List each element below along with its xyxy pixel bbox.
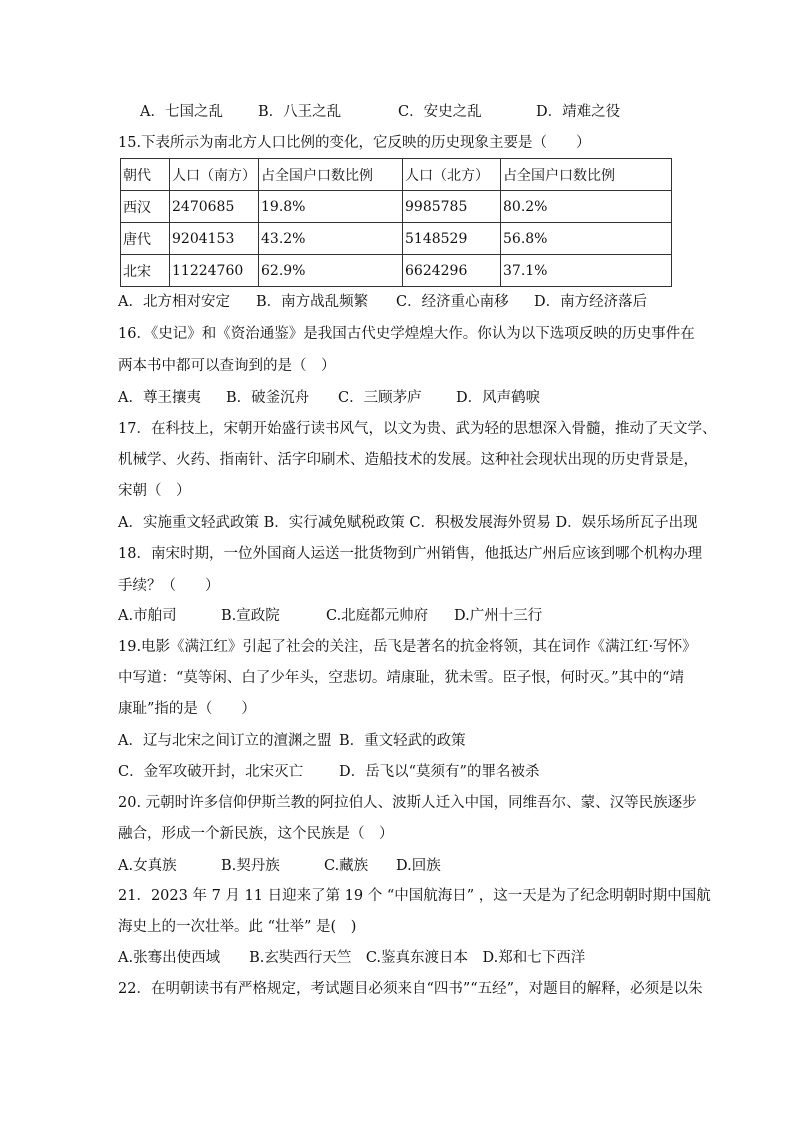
q19-stem-line: 康耻”指的是（ ） [118, 701, 256, 717]
table-cell: 37.1% [501, 255, 672, 287]
q14-options [140, 103, 620, 121]
q19-options-row1 [118, 732, 466, 750]
q18-stem-line: 18．南宋时期，一位外国商人运送一批货物到广州销售，他抵达广州后应该到哪个机构办理 [118, 546, 702, 562]
q20-option-b: B.契丹族 [221, 858, 280, 874]
table-cell: 6624296 [403, 255, 501, 287]
population-table [120, 158, 672, 287]
q16-option-d: D．风声鹤唳 [456, 390, 541, 406]
q21-stem-line: 21．2023 年 7 月 11 日迎来了第 19 个 “中国航海日” ，这一天是为了纪念明朝时期中国航 [118, 888, 711, 904]
q20-stem-line: 融合，形成一个新民族，这个民族是（ ） [118, 826, 394, 842]
q21-options: A.张骞出使西域 B.玄奘西行天竺 C.鉴真东渡日本 D.郑和七下西洋 [118, 950, 586, 966]
table-header-row [121, 159, 672, 191]
table-cell: 5148529 [403, 223, 501, 255]
q14-option-b: B．八王之乱 [258, 104, 342, 120]
q17-options: A．实施重文轻武政策 B．实行减免赋税政策 C．积极发展海外贸易 D．娱乐场所瓦子出现 [118, 515, 698, 531]
q18-stem-line: 手续？（ ） [118, 578, 220, 594]
table-cell: 43.2% [259, 223, 403, 255]
q17-stem-line: 机械学、火药、指南针、活字印刷术、造船技术的发展。这种社会现状出现的历史背景是， [118, 452, 698, 468]
q17-stem-line: 17．在科技上，宋朝开始盛行读书风气，以文为贵、武为轻的思想深入骨髓，推动了天文学、 [118, 421, 717, 437]
q15-option-b: B．南方战乱频繁 [256, 294, 369, 310]
q16-stem-line: 16．《史记》和《资治通鉴》是我国古代史学煌煌大作。你认为以下选项反映的历史事件在 [118, 326, 695, 342]
q18-option-d: D.广州十三行 [454, 608, 543, 624]
table-header-cell: 占全国户口数比例 [501, 159, 672, 191]
q15-stem: 15.下表所示为南北方人口比例的变化，它反映的历史现象主要是（ ） [118, 135, 591, 151]
q16-option-c: C．三顾茅庐 [338, 390, 422, 406]
table-cell: 北宋 [121, 255, 170, 287]
q15-option-a: A．北方相对安定 [118, 294, 230, 310]
table-header-cell: 占全国户口数比例 [259, 159, 403, 191]
table-row [121, 223, 672, 255]
table-row [121, 255, 672, 287]
q16-option-a: A．尊王攘夷 [118, 390, 201, 406]
table-cell: 唐代 [121, 223, 170, 255]
q15-option-d: D．南方经济落后 [534, 294, 648, 310]
table-cell: 56.8% [501, 223, 672, 255]
q15-options [118, 293, 647, 311]
q14-option-c: C．安史之乱 [398, 104, 482, 120]
q19-option-d: D．岳飞以“莫须有”的罪名被杀 [339, 764, 540, 780]
table-cell: 2470685 [170, 191, 259, 223]
table-cell: 9985785 [403, 191, 501, 223]
q18-option-b: B.宣政院 [221, 608, 280, 624]
q20-option-c: C.藏族 [324, 858, 369, 874]
table-cell: 9204153 [170, 223, 259, 255]
table-header-cell: 朝代 [121, 159, 170, 191]
q14-option-a: A．七国之乱 [140, 104, 223, 120]
q19-stem-line: 19.电影《满江红》引起了社会的关注，岳飞是著名的抗金将领，其在词作《满江红·写怀》 [118, 639, 697, 655]
q21-stem-line: 海史上的一次壮举。此 “壮举” 是( ) [118, 919, 357, 935]
q14-option-d: D．靖难之役 [536, 104, 621, 120]
table-cell: 11224760 [170, 255, 259, 287]
q20-option-a: A.女真族 [118, 858, 177, 874]
q20-options [118, 857, 441, 875]
q20-stem-line: 20. 元朝时许多信仰伊斯兰教的阿拉伯人、波斯人迁入中国，同维吾尔、蒙、汉等民族逐步 [118, 795, 697, 811]
q20-option-d: D.回族 [396, 858, 441, 874]
q19-option-b: B．重文轻武的政策 [339, 733, 466, 749]
q19-option-a: A．辽与北宋之间订立的澶渊之盟 [118, 733, 332, 749]
q19-options-row2 [118, 763, 539, 781]
q19-stem-line: 中写道：“莫等闲、白了少年头，空悲切。靖康耻，犹未雪。臣子恨，何时灭。”其中的“靖 [118, 670, 684, 686]
q22-stem-line: 22．在明朝读书有严格规定，考试题目必须来自“四书”“五经”，对题目的解释，必须是以朱 [118, 981, 703, 997]
q15-option-c: C．经济重心南移 [396, 294, 509, 310]
q18-options [118, 607, 542, 625]
table-cell: 62.9% [259, 255, 403, 287]
table-header-cell: 人口（南方） [170, 159, 259, 191]
table-cell: 19.8% [259, 191, 403, 223]
q18-option-c: C.北庭都元帅府 [326, 608, 429, 624]
table-cell: 西汉 [121, 191, 170, 223]
q17-stem-line: 宋朝（ ） [118, 483, 191, 499]
table-cell: 80.2% [501, 191, 672, 223]
table-header-cell: 人口（北方） [403, 159, 501, 191]
table-row [121, 191, 672, 223]
q16-stem-line: 两本书中都可以查询到的是（ ） [118, 358, 336, 374]
q16-options [118, 389, 540, 407]
q18-option-a: A.市舶司 [118, 608, 177, 624]
q16-option-b: B．破釜沉舟 [226, 390, 310, 406]
q19-option-c: C．金军攻破开封，北宋灭亡 [118, 764, 304, 780]
